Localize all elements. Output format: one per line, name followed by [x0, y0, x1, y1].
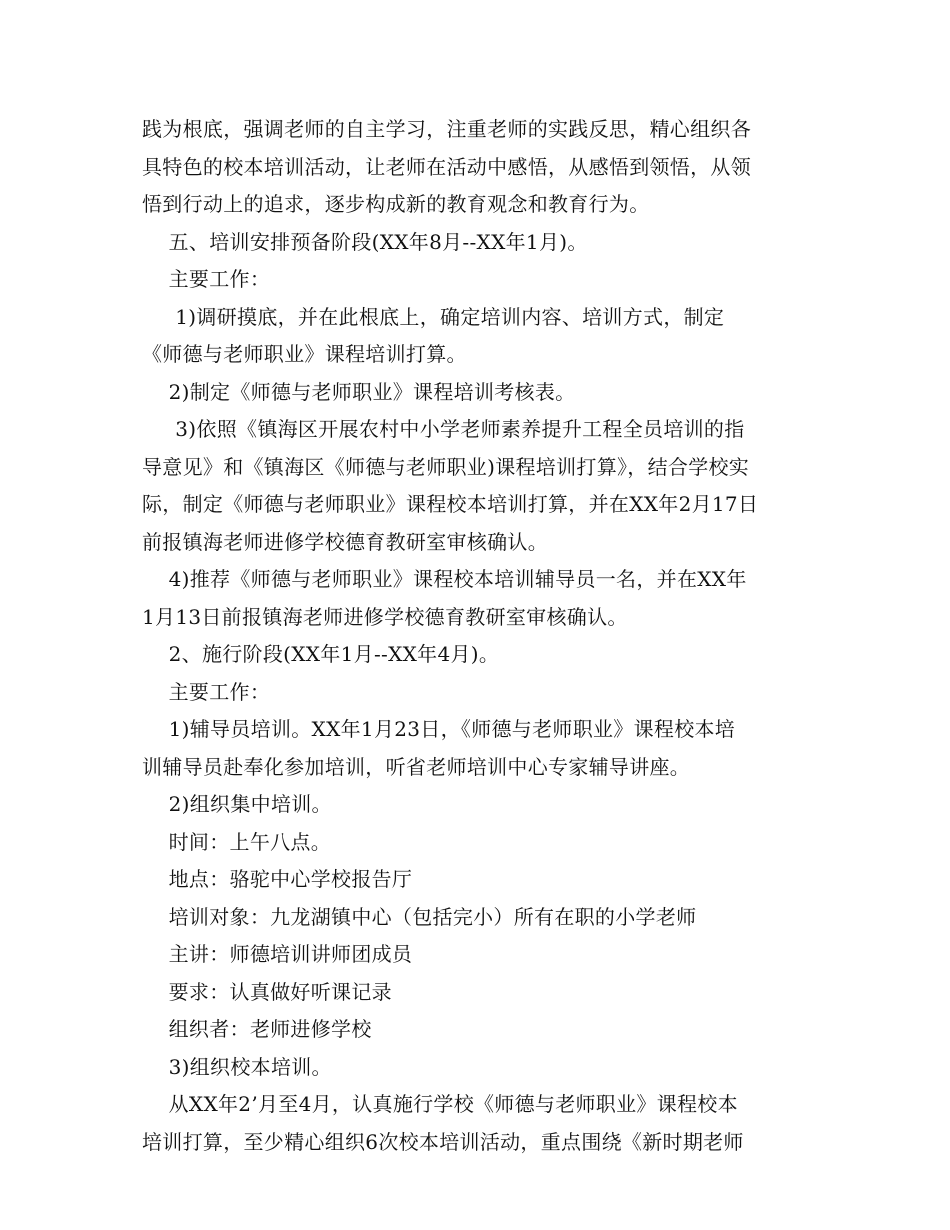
paragraph-line: 践为根底，强调老师的自主学习，注重老师的实践反思，精心组织各: [142, 117, 751, 141]
paragraph-line: 训辅导员赴奉化参加培训，听省老师培训中心专家辅导讲座。: [142, 754, 691, 779]
paragraph-line: 从XX年2’月至4月，认真施行学校《师德与老师职业》课程校本: [142, 1092, 738, 1116]
paragraph-line: 3)依照《镇海区开展农村中小学老师素养提升工程全员培训的指: [142, 417, 745, 441]
paragraph-line: 1月13日前报镇海老师进修学校德育教研室审核确认。: [142, 604, 628, 629]
section-heading: 2、施行阶段(XX年1月--XX年4月)。: [142, 642, 500, 666]
detail-line: 要求：认真做好听课记录: [142, 979, 392, 1004]
detail-line: 主讲：师德培训讲师团成员: [142, 942, 413, 966]
paragraph-line: 2)组织集中培训。: [142, 792, 332, 816]
paragraph-line: 《师德与老师职业》课程培训打算。: [142, 342, 467, 366]
paragraph-line: 4)推荐《师德与老师职业》课程校本培训辅导员一名，并在XX年: [142, 567, 747, 591]
detail-line: 时间：上午八点。: [142, 829, 332, 854]
paragraph-line: 1)辅导员培训。XX年1月23日，《师德与老师职业》课程校本培: [142, 717, 736, 741]
paragraph-line: 2)制定《师德与老师职业》课程培训考核表。: [142, 379, 576, 404]
detail-line: 培训对象：九龙湖镇中心（包括完小）所有在职的小学老师: [142, 904, 697, 929]
paragraph-line: 培训打算，至少精心组织6次校本培训活动，重点围绕《新时期老师: [142, 1129, 744, 1154]
paragraph-line: 际，制定《师德与老师职业》课程校本培训打算，并在XX年2月17日: [142, 492, 759, 516]
section-heading: 五、培训安排预备阶段(XX年8月--XX年1月)。: [142, 229, 588, 254]
paragraph-line: 具特色的校本培训活动，让老师在活动中感悟，从感悟到领悟，从领: [142, 154, 751, 179]
paragraph-line: 导意见》和《镇海区《师德与老师职业)课程培训打算》，结合学校实: [142, 454, 750, 479]
paragraph-line: 1)调研摸底，并在此根底上，确定培训内容、培训方式，制定: [142, 304, 725, 329]
detail-line: 组织者：老师进修学校: [142, 1017, 372, 1041]
paragraph-line: 悟到行动上的追求，逐步构成新的教育观念和教育行为。: [142, 192, 650, 216]
detail-line: 地点：骆驼中心学校报告厅: [142, 867, 413, 891]
paragraph-line: 3)组织校本培训。: [142, 1054, 332, 1079]
document-body: [142, 111, 812, 1161]
paragraph-line: 主要工作：: [142, 679, 271, 704]
paragraph-line: 主要工作：: [142, 267, 271, 291]
paragraph-line: 前报镇海老师进修学校德育教研室审核确认。: [142, 529, 548, 554]
